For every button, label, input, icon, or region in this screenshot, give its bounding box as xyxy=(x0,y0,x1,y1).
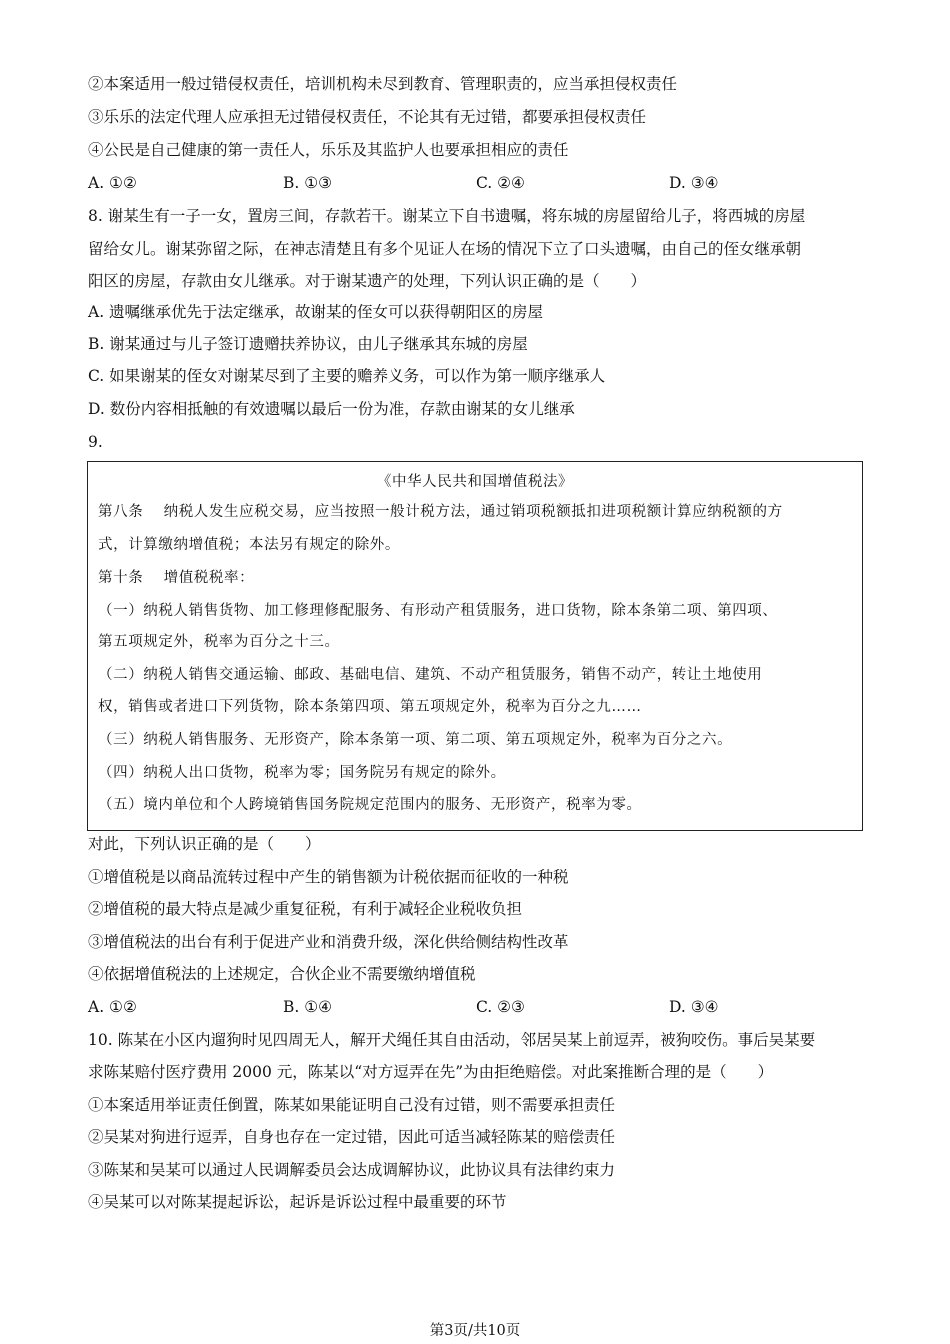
law-line: 式，计算缴纳增值税；本法另有规定的除外。 xyxy=(98,537,400,553)
q10-stem-line-2: 求陈某赔付医疗费用 2000 元，陈某以“对方逗弄在先”为由拒绝赔偿。对此案推断合理的是（ ） xyxy=(88,1063,774,1081)
q9-option-c: C. ②③ xyxy=(476,998,525,1016)
q10-stem-line-1: 10. 陈某在小区内遛狗时见四周无人，解开犬绳任其自由活动，邻居吴某上前逗弄，被狗咬伤。事后吴某要 xyxy=(88,1031,816,1049)
q10-item-1: ①本案适用举证责任倒置，陈某如果能证明自己没有过错，则不需要承担责任 xyxy=(88,1096,616,1114)
q8-stem-line-3: 阳区的房屋，存款由女儿继承。对于谢某遗产的处理，下列认识正确的是（ ） xyxy=(88,272,647,290)
q8-choice-c: C. 如果谢某的侄女对谢某尽到了主要的赡养义务，可以作为第一顺序继承人 xyxy=(88,367,606,385)
law-line: （一）纳税人销售货物、加工修理修配服务、有形动产租赁服务，进口货物，除本条第二项、第四项、 xyxy=(98,603,778,619)
law-line: 权，销售或者进口下列货物，除本条第四项、第五项规定外，税率为百分之九…… xyxy=(98,699,642,715)
q9-option-b: B. ①④ xyxy=(283,998,333,1016)
q7-option-d: D. ③④ xyxy=(669,174,719,192)
q10-item-4: ④吴某可以对陈某提起诉讼，起诉是诉讼过程中最重要的环节 xyxy=(88,1193,507,1211)
law-title: 《中华人民共和国增值税法》 xyxy=(376,474,574,490)
page-number: 第3页/共10页 xyxy=(429,1323,521,1339)
q8-choice-a: A. 遗嘱继承优先于法定继承，故谢某的侄女可以获得朝阳区的房屋 xyxy=(88,303,544,321)
q9-ask: 对此，下列认识正确的是（ ） xyxy=(88,835,321,853)
q10-item-2: ②吴某对狗进行逗弄，自身也存在一定过错，因此可适当减轻陈某的赔偿责任 xyxy=(88,1128,616,1146)
law-excerpt-box xyxy=(87,461,863,831)
q9-number: 9. xyxy=(88,433,103,451)
q9-item-2: ②增值税的最大特点是减少重复征税，有利于减轻企业税收负担 xyxy=(88,900,523,918)
q9-item-3: ③增值税法的出台有利于促进产业和消费升级，深化供给侧结构性改革 xyxy=(88,933,569,951)
q9-option-a: A. ①② xyxy=(88,998,137,1016)
q10-item-3: ③陈某和吴某可以通过人民调解委员会达成调解协议，此协议具有法律约束力 xyxy=(88,1161,616,1179)
law-line: （三）纳税人销售服务、无形资产，除本条第一项、第二项、第五项规定外，税率为百分之六。 xyxy=(98,732,733,748)
q9-item-1: ①增值税是以商品流转过程中产生的销售额为计税依据而征收的一种税 xyxy=(88,868,569,886)
q7-option-a: A. ①② xyxy=(88,174,137,192)
q8-stem-line-1: 8. 谢某生有一子一女，置房三间，存款若干。谢某立下自书遗嘱，将东城的房屋留给儿子，将西城的房屋 xyxy=(88,207,806,225)
q7-item-4: ④公民是自己健康的第一责任人，乐乐及其监护人也要承担相应的责任 xyxy=(88,141,569,159)
law-line: （四）纳税人出口货物，税率为零；国务院另有规定的除外。 xyxy=(98,765,506,781)
q8-stem-line-2: 留给女儿。谢某弥留之际，在神志清楚且有多个见证人在场的情况下立了口头遗嘱，由自己的侄女继承朝 xyxy=(88,240,802,258)
law-line: （二）纳税人销售交通运输、邮政、基础电信、建筑、不动产租赁服务，销售不动产，转让土地使用 xyxy=(98,667,763,683)
q7-item-3: ③乐乐的法定代理人应承担无过错侵权责任，不论其有无过错，都要承担侵权责任 xyxy=(88,108,647,126)
law-line: （五）境内单位和个人跨境销售国务院规定范围内的服务、无形资产，税率为零。 xyxy=(98,797,642,813)
q7-item-2: ②本案适用一般过错侵权责任，培训机构未尽到教育、管理职责的，应当承担侵权责任 xyxy=(88,75,678,93)
q7-option-b: B. ①③ xyxy=(283,174,333,192)
law-line: 第八条 纳税人发生应税交易，应当按照一般计税方法，通过销项税额抵扣进项税额计算应纳税额的方 xyxy=(98,504,783,520)
q9-option-d: D. ③④ xyxy=(669,998,719,1016)
q8-choice-d: D. 数份内容相抵触的有效遗嘱以最后一份为准，存款由谢某的女儿继承 xyxy=(88,400,575,418)
q9-item-4: ④依据增值税法的上述规定，合伙企业不需要缴纳增值税 xyxy=(88,965,476,983)
q7-option-c: C. ②④ xyxy=(476,174,525,192)
law-line: 第十条 增值税税率： xyxy=(98,570,255,586)
law-line: 第五项规定外，税率为百分之十三。 xyxy=(98,634,340,650)
q8-choice-b: B. 谢某通过与儿子签订遗赠扶养协议，由儿子继承其东城的房屋 xyxy=(88,335,528,353)
